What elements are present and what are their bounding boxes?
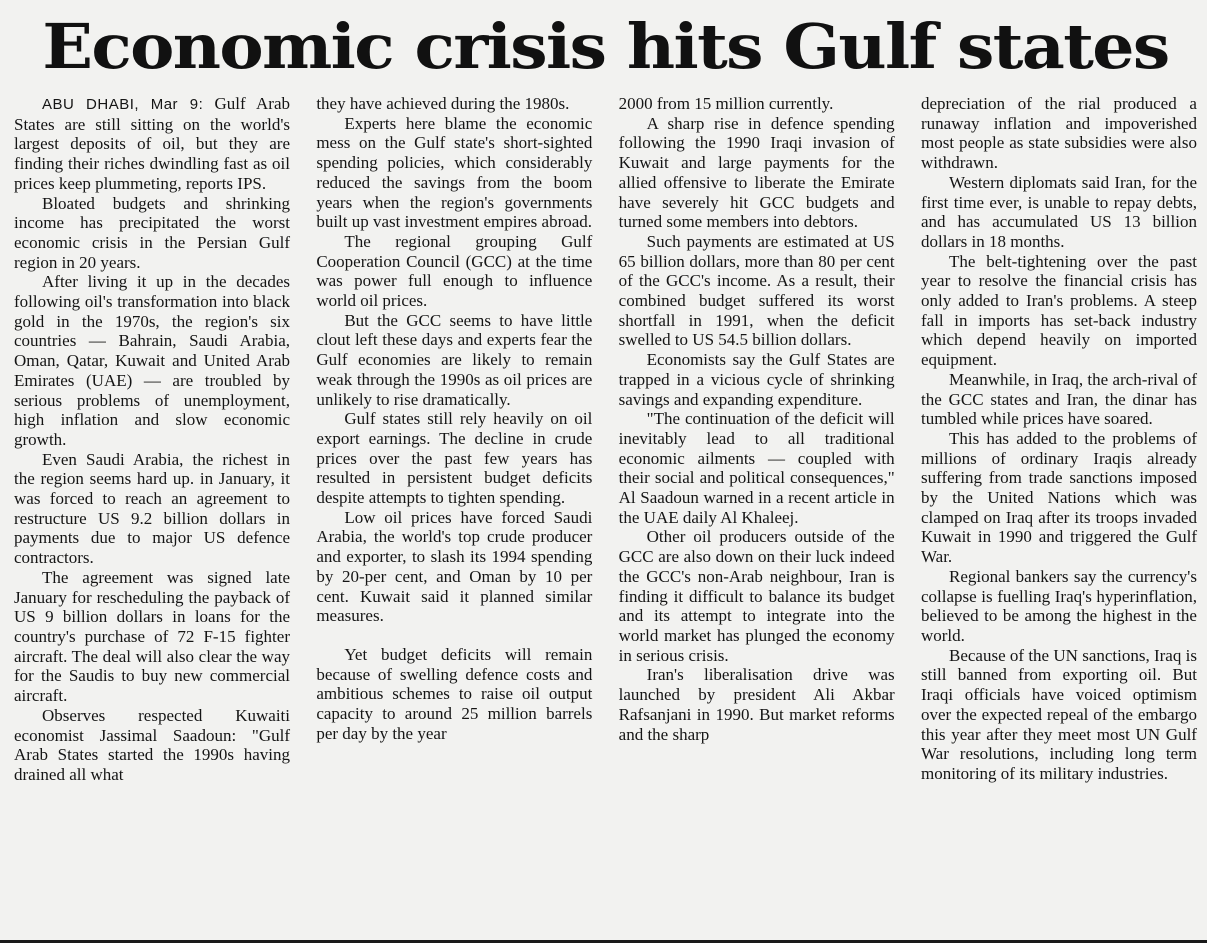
paragraph: Gulf states still rely heavily on oil export earnings. The decline in crude prices over the past few years has resulted in persistent budget deficits despite attempts to tighten spending.	[316, 409, 593, 508]
headline: Economic crisis hits Gulf states	[42, 10, 1169, 83]
paragraph: A sharp rise in defence spending following the 1990 Iraqi invasion of Kuwait and large payments for the allied offensive to liberate the Emirate have severely hit GCC budgets and turned some members into debtors.	[618, 113, 895, 232]
paragraph: depreciation of the rial produced a runaway inflation and impoverished most people as state subsidies were also withdrawn.	[920, 94, 1197, 173]
paragraph: Iran's liberalisation drive was launched by president Ali Akbar Rafsanjani in 1990. But market reforms and the sharp	[618, 665, 895, 744]
paragraph: Low oil prices have forced Saudi Arabia, the world's top crude producer and exporter, to slash its 1994 spending by 20-per cent, and Oman by 10 per cent. Kuwait said it planned similar measures.	[316, 507, 593, 626]
paragraph: Observes respected Kuwaiti economist Jassimal Saadoun: "Gulf Arab States started the 1990s having drained all what	[14, 705, 290, 784]
paragraph: ABU DHABI, Mar 9: Gulf Arab States are still sitting on the world's largest deposits of oil, but they are finding their riches dwindling fast as oil prices keep plummeting, reports IPS.	[14, 94, 290, 193]
paragraph: After living it up in the decades following oil's transformation into black gold in the 1970s, the region's six countries — Bahrain, Saudi Arabia, Oman, Qatar, Kuwait and United Arab Emirates (UAE) — are troubled by serious problems of unemployment, high inflation and slow economic growth.	[14, 272, 290, 449]
paragraph: 2000 from 15 million currently.	[618, 94, 834, 113]
paragraph: Yet budget deficits will remain because of swelling defence costs and ambitious schemes to raise oil output capacity to around 25 million barrels per day by the year	[316, 644, 593, 743]
column-1	[14, 94, 290, 785]
paragraph: Economists say the Gulf States are trapped in a vicious cycle of shrinking savings and expanding expenditure.	[618, 350, 895, 409]
article-body	[14, 94, 1197, 785]
paragraph: Because of the UN sanctions, Iraq is still banned from exporting oil. But Iraqi officials have voiced optimism over the expected repeal of the embargo this year after they meet most UN Gulf War resolutions, including long term monitoring of its military industries.	[920, 645, 1197, 783]
paragraph: Meanwhile, in Iraq, the arch-rival of the GCC states and Iran, the dinar has tumbled while prices have soared.	[920, 369, 1197, 429]
paragraph: This has added to the problems of millions of ordinary Iraqis already suffering from trade sanctions imposed by the United Nations which was clamped on Iraq after its troops invaded Kuwait in 1990 and triggered the Gulf War.	[920, 428, 1197, 567]
paragraph: But the GCC seems to have little clout left these days and experts fear the Gulf economies are likely to remain weak through the 1990s as oil prices are unlikely to rise dramatically.	[316, 310, 593, 409]
paragraph: "The continuation of the deficit will inevitably lead to all traditional economic ailments — coupled with their social and political consequences," Al Saadoun warned in a recent article in the UAE daily Al Khaleej.	[618, 409, 895, 527]
paragraph: Western diplomats said Iran, for the first time ever, is unable to repay debts, and has accumulated US 13 billion dollars in 18 months.	[920, 172, 1197, 251]
paragraph: The agreement was signed late January for rescheduling the payback of US 9 billion dollars in loans for the country's purchase of 72 F-15 fighter aircraft. The deal will also clear the way for the Saudis to buy new commercial aircraft.	[14, 567, 290, 706]
paragraph: The regional grouping Gulf Cooperation Council (GCC) at the time was power full enough to influence world oil prices.	[316, 231, 593, 311]
column-4	[921, 94, 1197, 785]
column-2	[316, 94, 592, 785]
paragraph: Regional bankers say the currency's collapse is fuelling Iraq's hyperinflation, believed to be among the highest in the world.	[920, 566, 1197, 645]
column-3	[619, 94, 895, 785]
paragraph: Even Saudi Arabia, the richest in the region seems hard up. in January, it was forced to reach an agreement to restructure US 9.2 billion dollars in payments due to major US defence contractors.	[14, 449, 290, 568]
dateline: ABU DHABI, Mar 9:	[42, 96, 204, 113]
paragraph: Bloated budgets and shrinking income has precipitated the worst economic crisis in the Persian Gulf region in 20 years.	[14, 193, 290, 272]
paragraph: The belt-tightening over the past year to resolve the financial crisis has only added to Iran's problems. A steep fall in imports has set-back industry which depend heavily on imported equipment.	[920, 251, 1197, 370]
paragraph: Such payments are estimated at US 65 billion dollars, more than 80 per cent of the GCC's income. As a result, their combined budget suffered its worst shortfall in 1991, when the deficit swelled to US 54.5 billion dollars.	[618, 231, 895, 350]
paragraph: they have achieved during the 1980s.	[316, 94, 570, 113]
paragraph: Experts here blame the economic mess on the Gulf state's short-sighted spending policies, which considerably reduced the savings from the boom years when the region's governments built up vast investment empires abroad.	[316, 113, 593, 232]
paragraph: Other oil producers outside of the GCC are also down on their luck indeed the GCC's non-Arab neighbour, Iran is finding it difficult to balance its budget and its attempt to integrate into the world market has plunged the economy in serious crisis.	[618, 527, 895, 665]
